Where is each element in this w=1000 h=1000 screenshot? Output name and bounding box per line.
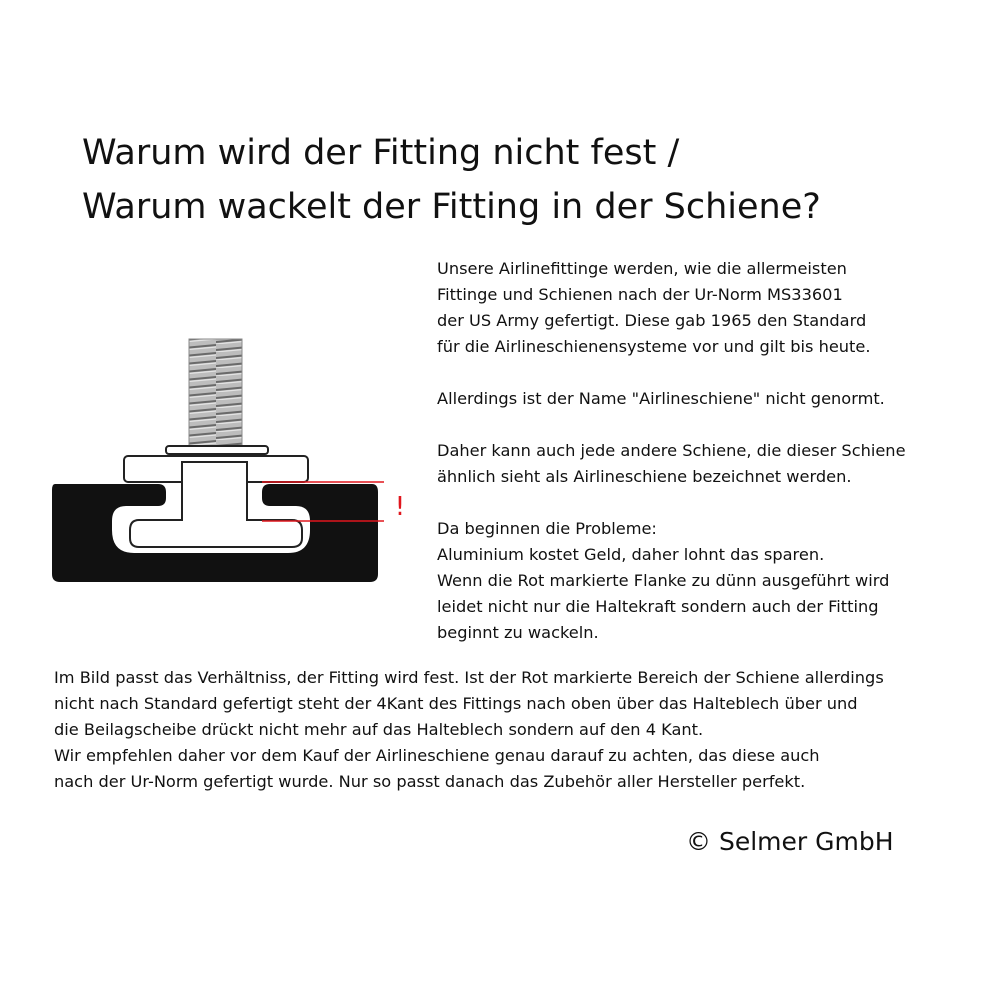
- intro-line: beginnt zu wackeln.: [437, 623, 599, 642]
- intro-line: der US Army gefertigt. Diese gab 1965 den Standard: [437, 311, 867, 330]
- intro-line: Da beginnen die Probleme:: [437, 519, 657, 538]
- intro-line: Allerdings ist der Name "Airlineschiene" nicht genormt.: [437, 389, 885, 408]
- paragraph-gap: [437, 360, 977, 386]
- explanation-line: die Beilagscheibe drückt nicht mehr auf das Halteblech sondern auf den 4 Kant.: [54, 720, 704, 739]
- warning-mark: !: [394, 492, 406, 522]
- bolt-thread: [189, 339, 242, 455]
- paragraph-gap: [437, 490, 977, 516]
- explanation-text: [54, 665, 984, 795]
- intro-line: Fittinge und Schienen nach der Ur-Norm MS33601: [437, 285, 843, 304]
- washer: [166, 446, 268, 454]
- explanation-line: Wir empfehlen daher vor dem Kauf der Airlineschiene genau darauf zu achten, das diese auch: [54, 746, 820, 765]
- intro-line: ähnlich sieht als Airlineschiene bezeichnet werden.: [437, 467, 852, 486]
- explanation-line: Im Bild passt das Verhältniss, der Fitting wird fest. Ist der Rot markierte Bereich der Schiene allerdings: [54, 668, 884, 687]
- paragraph-gap: [437, 412, 977, 438]
- title-line-1: Warum wird der Fitting nicht fest /: [82, 133, 680, 173]
- copyright-notice: © Selmer GmbH: [686, 827, 894, 856]
- intro-line: Wenn die Rot markierte Flanke zu dünn ausgeführt wird: [437, 571, 890, 590]
- explanation-line: nach der Ur-Norm gefertigt wurde. Nur so passt danach das Zubehör aller Hersteller perfekt.: [54, 772, 806, 791]
- title-line-2: Warum wackelt der Fitting in der Schiene?: [82, 187, 821, 227]
- explanation-line: nicht nach Standard gefertigt steht der 4Kant des Fittings nach oben über das Halteblech über und: [54, 694, 858, 713]
- intro-line: Unsere Airlinefittinge werden, wie die allermeisten: [437, 259, 847, 278]
- intro-line: leidet nicht nur die Haltekraft sondern auch der Fitting: [437, 597, 879, 616]
- page-title: [82, 126, 821, 234]
- rail-fitting-diagram: [40, 330, 406, 600]
- intro-line: Aluminium kostet Geld, daher lohnt das sparen.: [437, 545, 825, 564]
- intro-line: Daher kann auch jede andere Schiene, die dieser Schiene: [437, 441, 906, 460]
- intro-text: [437, 256, 977, 646]
- intro-line: für die Airlineschienensysteme vor und gilt bis heute.: [437, 337, 871, 356]
